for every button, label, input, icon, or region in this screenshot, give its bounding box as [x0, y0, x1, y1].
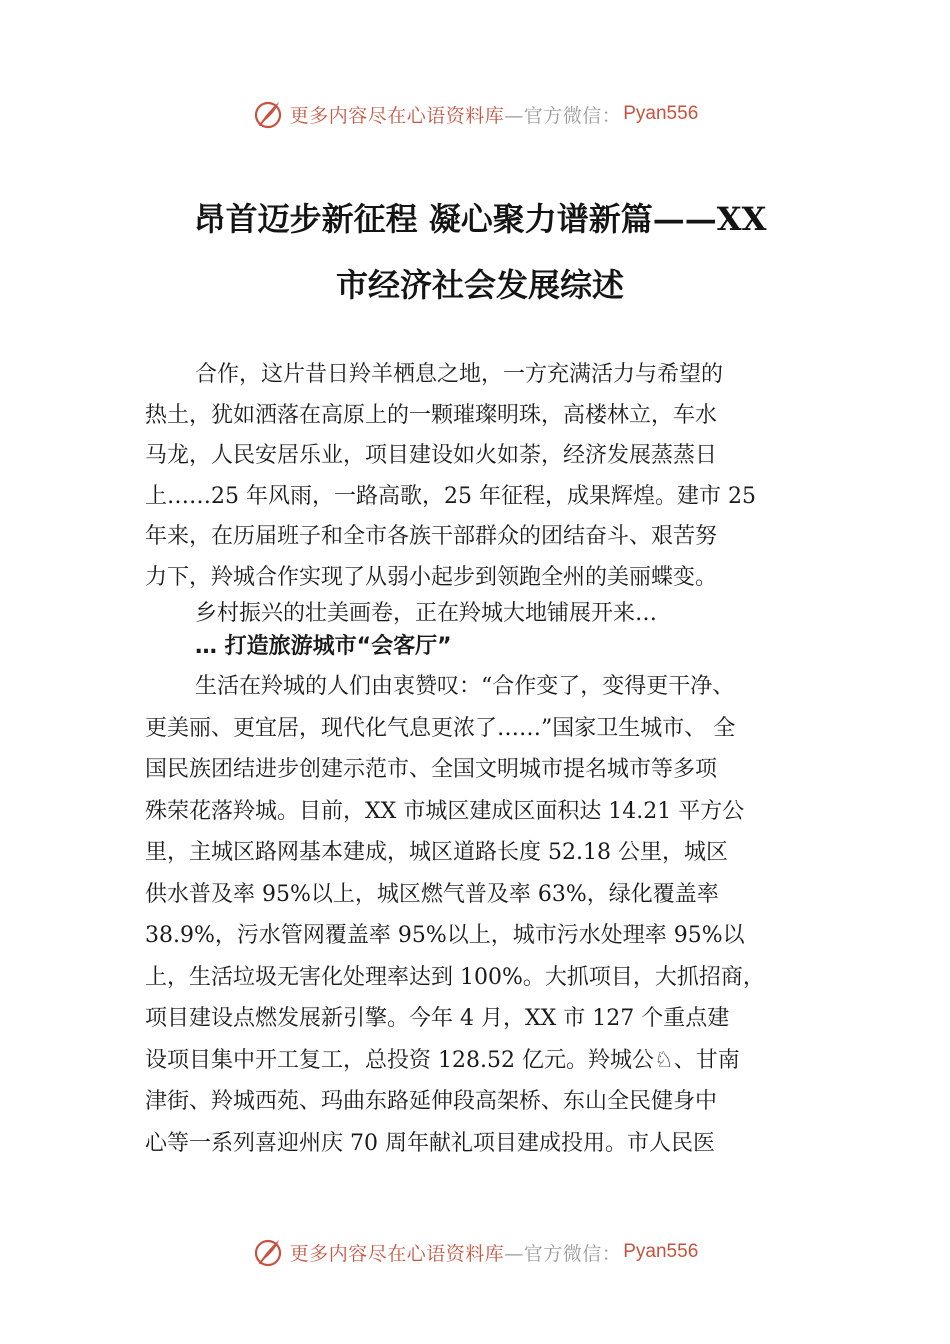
paragraph-line: 心等一系列喜迎州庆 70 周年献礼项目建成投用。市人民医: [145, 1130, 715, 1156]
document-body: [145, 355, 825, 1164]
paragraph-line: 年来，在历届班子和全市各族干部群众的团结奋斗、艰苦努: [145, 524, 718, 549]
title-line-1: 昂首迈步新征程 凝心聚力谱新篇——XX: [193, 200, 767, 238]
paragraph-line: 更美丽、更宜居，现代化气息更浓了……”国家卫生城市、 全: [145, 715, 736, 741]
paragraph-line: 设项目集中开工复工，总投资 128.52 亿元。羚城公♘、甘南: [145, 1047, 740, 1073]
banner-separator: —官方微信：: [504, 1242, 622, 1265]
paragraph-line: 里，主城区路网基本建成，城区道路长度 52.18 公里，城区: [145, 840, 728, 865]
banner-text: 更多内容尽在心语资料库: [289, 1242, 505, 1265]
paragraph-line: 国民族团结进步创建示范市、全国文明城市提名城市等多项: [145, 757, 718, 782]
footer-watermark-banner: [0, 1230, 950, 1274]
paragraph-line: 热土，犹如洒落在高原上的一颗璀璨明珠，高楼林立，车水: [145, 402, 718, 428]
title-line-2: 市经济社会发展综述: [335, 266, 624, 304]
paragraph-line: 项目建设点燃发展新引擎。今年 4 月，XX 市 127 个重点建: [145, 1006, 730, 1031]
paragraph-line: 津街、羚城西苑、玛曲东路延伸段高架桥、东山全民健身中: [145, 1089, 718, 1114]
document-title: [140, 186, 820, 318]
header-watermark-banner: [0, 92, 950, 136]
paragraph-rural-revitalization: 乡村振兴的壮美画卷，正在羚城大地铺展开来…: [195, 601, 658, 626]
quill-logo-icon: [252, 1236, 284, 1268]
paragraph-line: 38.9%，污水管网覆盖率 95%以上，城市污水处理率 95%以: [145, 923, 745, 948]
paragraph-line: 殊荣花落羚城。目前，XX 市城区建成区面积达 14.21 平方公: [145, 798, 745, 824]
paragraph-line: 供水普及率 95%以上，城区燃气普及率 63%，绿化覆盖率: [145, 881, 719, 907]
banner-separator: —官方微信：: [504, 104, 622, 127]
paragraph-line: 生活在羚城的人们由衷赞叹：“合作变了，变得更干净、: [195, 674, 735, 699]
paragraph-intro: [145, 355, 825, 598]
banner-wechat-id: Pyan556: [623, 103, 699, 124]
quill-logo-icon: [252, 98, 284, 130]
section-heading: … 打造旅游城市“会客厅”: [195, 634, 452, 659]
paragraph-line: 上，生活垃圾无害化处理率达到 100%。大抓项目，大抓招商，: [145, 964, 765, 990]
paragraph-line: 合作，这片昔日羚羊栖息之地，一方充满活力与希望的: [195, 362, 724, 387]
banner-wechat-id: Pyan556: [623, 1241, 699, 1262]
paragraph-city-development: [145, 666, 825, 1164]
banner-text: 更多内容尽在心语资料库: [289, 104, 505, 127]
paragraph-line: 上……25 年风雨，一路高歌，25 年征程，成果辉煌。建市 25: [145, 483, 756, 509]
paragraph-line: 力下，羚城合作实现了从弱小起步到领跑全州的美丽蝶变。: [145, 564, 718, 590]
paragraph-line: 马龙，人民安居乐业，项目建设如火如荼，经济发展蒸蒸日: [145, 443, 718, 468]
